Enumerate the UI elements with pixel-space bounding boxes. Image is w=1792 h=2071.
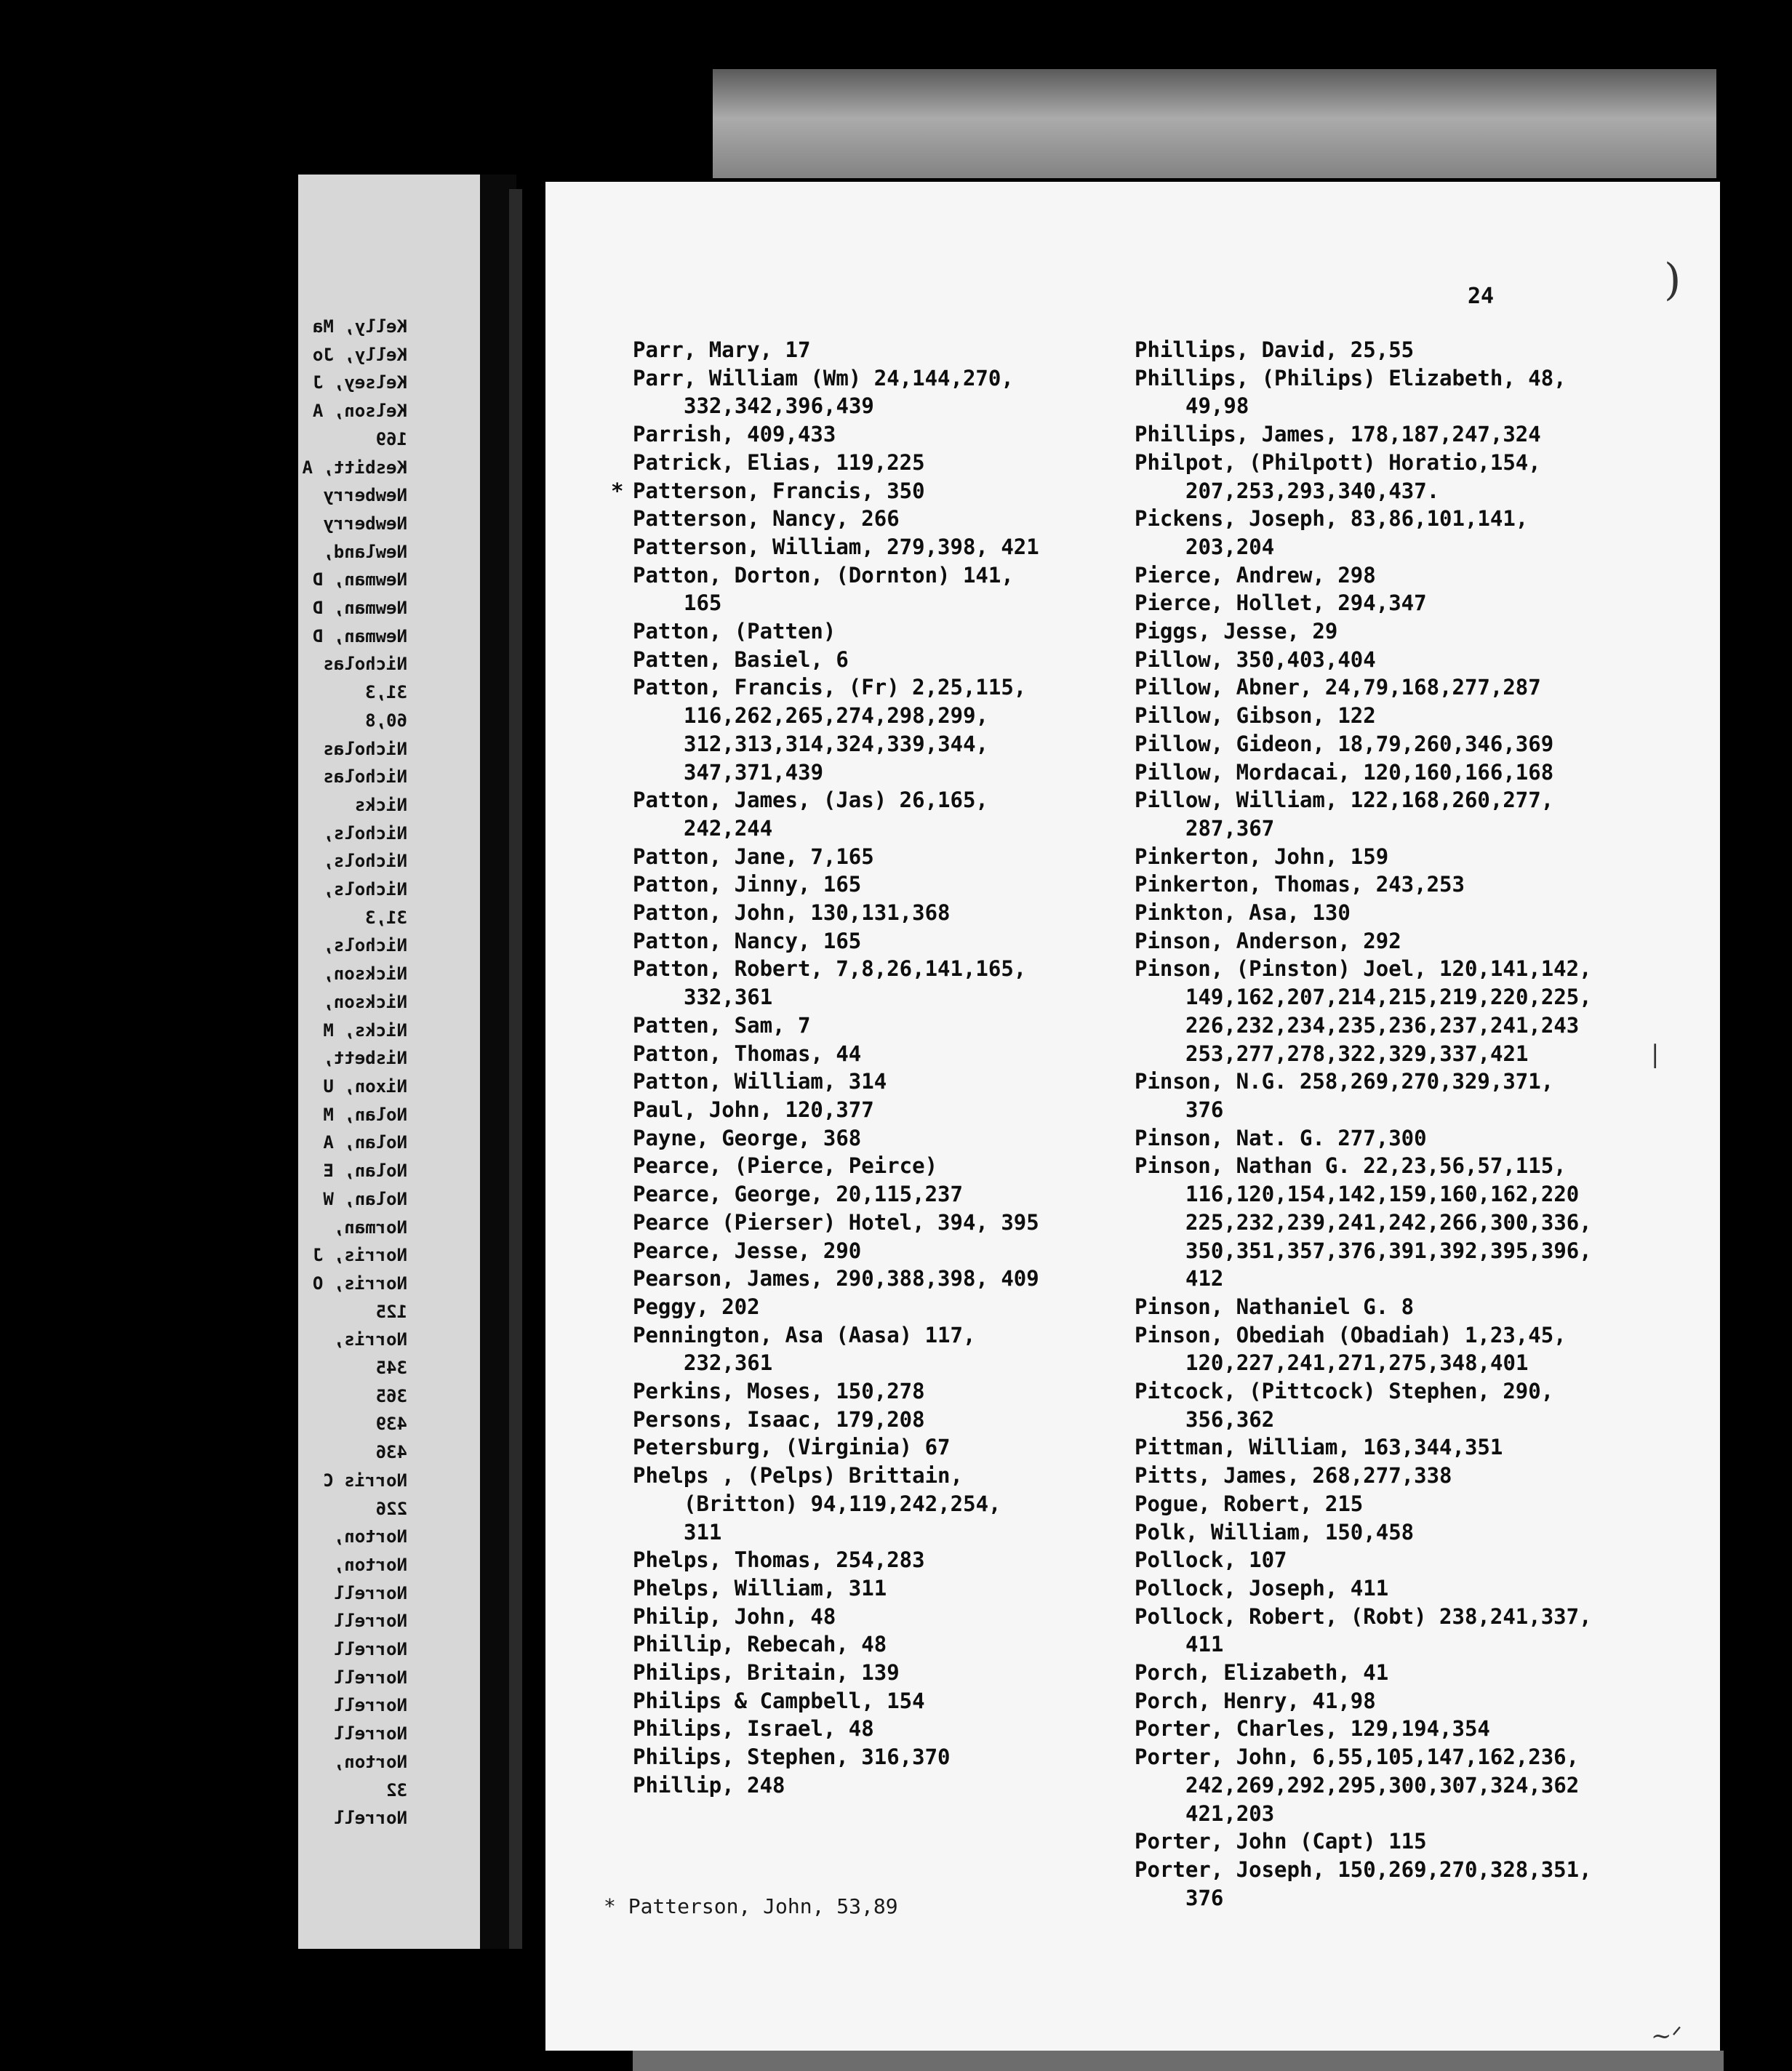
index-entry-text: Polk, William, 150,458	[1135, 1519, 1415, 1545]
index-entry-text: Pollock, Joseph, 411	[1135, 1575, 1389, 1601]
index-entry	[633, 927, 1040, 956]
index-entry-text: Pinson, Obediah (Obadiah) 1,23,45, 120,227,241,271,275,348,401	[1135, 1322, 1567, 1376]
index-column-left	[611, 336, 1040, 1800]
index-entry	[633, 420, 1040, 449]
index-entry	[611, 477, 1040, 505]
index-entry-text: Patton, Francis, (Fr) 2,25,115, 116,262,265,274,298,299, 312,313,314,324,339,344, 347,371,439	[633, 675, 1027, 785]
index-entry-text: Pollock, 107	[1135, 1547, 1287, 1573]
index-entry	[1135, 1377, 1600, 1433]
index-entry-text: Pillow, Abner, 24,79,168,277,287	[1135, 675, 1541, 700]
mirrored-fragment: 32	[386, 1779, 407, 1800]
index-entry	[633, 1124, 1040, 1153]
mirrored-fragment: Norrell	[333, 1695, 407, 1716]
index-entry	[1135, 1687, 1600, 1715]
index-entry	[633, 1265, 1040, 1293]
index-entry	[1135, 1603, 1600, 1659]
mirrored-fragment: Newland,	[323, 541, 407, 562]
index-entry	[1135, 1827, 1600, 1856]
mirrored-fragment: Norrell	[333, 1667, 407, 1688]
index-entry-text: Porter, John (Capt) 115	[1135, 1829, 1427, 1854]
index-entry	[1135, 1293, 1600, 1321]
scanner-edge-bottom	[633, 2051, 1724, 2071]
mirrored-fragment: Nichols,	[323, 935, 407, 956]
mirrored-fragment: Norris C	[323, 1470, 407, 1491]
index-entry	[633, 1152, 1040, 1180]
mirrored-fragment: Norrell	[333, 1582, 407, 1603]
mirrored-fragment: Norrell	[333, 1639, 407, 1660]
index-entry	[633, 505, 1040, 533]
index-entry	[1135, 420, 1600, 449]
index-entry-text: Patton, Jinny, 165	[633, 872, 862, 897]
index-entry-text: Patten, Sam, 7	[633, 1012, 811, 1038]
index-entry	[1135, 899, 1600, 927]
index-entry-text: Phelps, Thomas, 254,283	[633, 1547, 925, 1573]
index-entry	[633, 1180, 1040, 1209]
index-entry-text: Petersburg, (Virginia) 67	[633, 1435, 951, 1460]
mirrored-fragment: Kelsey, J	[312, 372, 407, 393]
index-entry	[633, 1659, 1040, 1687]
index-entry-text: Patton, Thomas, 44	[633, 1041, 862, 1066]
index-entry-text: Pinson, Nathan G. 22,23,56,57,115, 116,120,154,142,159,160,162,220 225,232,239,241,242,266,300,336, 350,351,357,376,391,392,395,396, 412	[1135, 1153, 1592, 1291]
index-entry	[1135, 646, 1600, 674]
index-entry-text: Porter, Joseph, 150,269,270,328,351, 376	[1135, 1856, 1592, 1910]
mirrored-fragment: Nicks	[354, 794, 407, 815]
index-column-right	[1135, 336, 1600, 1912]
index-entry	[1135, 786, 1600, 842]
index-entry	[1135, 870, 1600, 899]
scanner-edge-top	[713, 69, 1716, 178]
index-entry	[633, 1771, 1040, 1800]
mirrored-fragment: Newman, D	[312, 598, 407, 619]
index-entry	[1135, 1321, 1600, 1377]
index-entry-text: Pinson, Nat. G. 277,300	[1135, 1125, 1427, 1150]
mirrored-fragment: Nicholas	[323, 766, 407, 788]
index-entry	[633, 673, 1040, 786]
margin-scribble-icon: ~ᐟ	[1651, 2022, 1682, 2051]
index-entry-text: Patton, (Patten)	[633, 619, 836, 644]
index-entry	[633, 1293, 1040, 1321]
mirrored-fragment: Kelly, Jo	[312, 344, 407, 365]
index-entry-text: Pierce, Hollet, 294,347	[1135, 590, 1427, 616]
index-entry-text: Payne, George, 368	[633, 1125, 862, 1150]
mirrored-fragment: 436	[375, 1442, 407, 1463]
index-entry-text: Pierce, Andrew, 298	[1135, 562, 1376, 588]
index-entry-text: Pearce (Pierser) Hotel, 394, 395	[633, 1209, 1039, 1235]
mirrored-fragment: 345	[375, 1358, 407, 1379]
index-entry	[1135, 1743, 1600, 1827]
asterisk-mark: *	[611, 478, 624, 503]
mirrored-fragment: 125	[375, 1301, 407, 1322]
mirrored-fragment: Norman,	[333, 1217, 407, 1238]
index-entry-text: Pinkerton, John, 159	[1135, 844, 1389, 869]
index-entry-text: Pittman, William, 163,344,351	[1135, 1435, 1503, 1460]
mirrored-fragment: Kesbitt, A	[302, 457, 407, 478]
index-entry-text: Parrish, 409,433	[633, 422, 836, 447]
index-entry-text: Pinkton, Asa, 130	[1135, 900, 1351, 926]
index-entry-text: Philpot, (Philpott) Horatio,154, 207,253,293,340,437.	[1135, 449, 1541, 503]
mirrored-fragment: Norton,	[333, 1554, 407, 1575]
index-entry-text: Pogue, Robert, 215	[1135, 1491, 1364, 1516]
mirrored-fragment: Kelly, Ma	[312, 316, 407, 337]
mirrored-fragment: Norris, J	[312, 1245, 407, 1266]
index-entry	[633, 1237, 1040, 1265]
mirrored-fragment: Norrell	[333, 1808, 407, 1829]
index-entry-text: Pickens, Joseph, 83,86,101,141, 203,204	[1135, 506, 1529, 559]
mirrored-fragment: Norrell	[333, 1723, 407, 1744]
page-number: 24	[1468, 284, 1495, 309]
mirrored-fragment: Nickson,	[323, 991, 407, 1012]
gutter-shadow	[509, 189, 522, 1949]
index-entry	[633, 1096, 1040, 1124]
index-entry	[633, 1715, 1040, 1743]
mirrored-fragment: 31,3	[365, 907, 407, 928]
index-entry	[1135, 702, 1600, 730]
mirrored-fragment: Nolan, M	[323, 1104, 407, 1125]
index-entry	[633, 1574, 1040, 1603]
mirrored-fragment: 31,3	[365, 682, 407, 703]
index-entry-text: Patton, Jane, 7,165	[633, 844, 874, 869]
index-entry-text: Philips, Stephen, 316,370	[633, 1744, 951, 1770]
index-entry	[633, 843, 1040, 871]
mirrored-fragment: Nichols,	[323, 879, 407, 900]
index-entry	[1135, 673, 1600, 702]
index-entry	[1135, 1574, 1600, 1603]
index-entry-text: Pinkerton, Thomas, 243,253	[1135, 872, 1465, 897]
index-entry-text: Pearce, (Pierce, Peirce)	[633, 1153, 938, 1179]
mirrored-fragment: Norton,	[333, 1526, 407, 1547]
margin-tick-icon: |	[1651, 1040, 1660, 1069]
index-entry-text: Pillow, Mordacai, 120,160,166,168	[1135, 759, 1554, 785]
index-entry-text: Phillips, David, 25,55	[1135, 337, 1415, 362]
mirrored-fragment: Newberry	[323, 485, 407, 506]
index-entry-text: Philip, John, 48	[633, 1603, 836, 1629]
index-entry	[1135, 617, 1600, 646]
index-entry-text: Philips & Campbell, 154	[633, 1688, 925, 1713]
index-entry-text: Phelps, William, 311	[633, 1575, 887, 1601]
index-entry-text: Porter, Charles, 129,194,354	[1135, 1716, 1490, 1742]
mirrored-fragment: Nolan, W	[323, 1188, 407, 1209]
index-entry-text: Pillow, William, 122,168,260,277, 287,367	[1135, 788, 1554, 841]
index-entry-text: Porch, Elizabeth, 41	[1135, 1660, 1389, 1686]
index-entry	[633, 1462, 1040, 1546]
index-entry-text: Pinson, (Pinston) Joel, 120,141,142, 149,162,207,214,215,219,220,225, 226,232,234,235,236,237,241,243 253,277,278,322,329,337,421	[1135, 956, 1592, 1066]
index-entry-text: Pinson, Nathaniel G. 8	[1135, 1294, 1415, 1319]
mirrored-fragment: Nickson,	[323, 964, 407, 985]
mirrored-fragment: Norris,	[333, 1329, 407, 1350]
index-entry-text: Pearce, George, 20,115,237	[633, 1182, 963, 1207]
index-entry-text: Patton, William, 314	[633, 1069, 887, 1094]
index-entry-text: Pitcock, (Pittcock) Stephen, 290, 356,362	[1135, 1379, 1554, 1432]
index-entry	[1135, 730, 1600, 758]
index-entry	[1135, 758, 1600, 787]
index-entry-text: Patton, John, 130,131,368	[633, 900, 951, 926]
mirrored-fragment: Newman, D	[312, 569, 407, 590]
index-entry-text: Patterson, Nancy, 266	[633, 506, 900, 532]
mirrored-fragment: Nichols,	[323, 851, 407, 872]
index-entry-text: Phillip, Rebecah, 48	[633, 1632, 887, 1657]
index-entry-text: Pearson, James, 290,388,398, 409	[633, 1266, 1039, 1291]
index-entry	[633, 1546, 1040, 1574]
index-entry	[633, 870, 1040, 899]
index-entry-text: Pennington, Asa (Aasa) 117, 232,361	[633, 1322, 976, 1376]
index-entry	[1135, 1659, 1600, 1687]
index-entry	[1135, 1433, 1600, 1462]
index-entry	[633, 617, 1040, 646]
index-entry	[633, 1433, 1040, 1462]
index-entry	[1135, 955, 1600, 1067]
index-entry	[633, 1406, 1040, 1434]
mirrored-fragment: Nisbett,	[323, 1048, 407, 1069]
index-entry-text: Perkins, Moses, 150,278	[633, 1379, 925, 1404]
index-entry-text: Phelps , (Pelps) Brittain, (Britton) 94,119,242,254, 311	[633, 1463, 1001, 1545]
mirrored-fragment: Norris, O	[312, 1273, 407, 1294]
index-entry-text: Porch, Henry, 41,98	[1135, 1688, 1376, 1713]
index-entry	[1135, 336, 1600, 364]
index-entry	[633, 449, 1040, 477]
index-entry	[633, 1209, 1040, 1237]
index-entry	[633, 364, 1040, 420]
index-entry-text: Parr, Mary, 17	[633, 337, 811, 362]
mirrored-fragment: 226	[375, 1498, 407, 1519]
index-entry	[633, 899, 1040, 927]
mirrored-fragment: Norrell	[333, 1611, 407, 1632]
index-entry	[1135, 449, 1600, 505]
mirrored-fragment: Kelson, A	[312, 401, 407, 422]
index-entry	[633, 533, 1040, 561]
index-entry	[633, 1040, 1040, 1068]
index-entry	[633, 1743, 1040, 1771]
index-entry	[1135, 364, 1600, 420]
index-entry-text: Pearce, Jesse, 290	[633, 1238, 862, 1263]
index-entry	[1135, 505, 1600, 561]
index-entry-text: Patton, Dorton, (Dornton) 141, 165	[633, 562, 1014, 616]
mirrored-fragment: Norton,	[333, 1751, 407, 1772]
index-entry-text: Pillow, Gibson, 122	[1135, 703, 1376, 729]
index-entry	[633, 1067, 1040, 1096]
index-entry	[1135, 927, 1600, 956]
index-entry-text: Patten, Basiel, 6	[633, 646, 849, 672]
index-entry-text: Patrick, Elias, 119,225	[633, 449, 925, 475]
index-entry	[1135, 589, 1600, 617]
index-entry	[1135, 1462, 1600, 1490]
index-entry-text: Porter, John, 6,55,105,147,162,236, 242,269,292,295,300,307,324,362 421,203	[1135, 1744, 1580, 1826]
index-entry-text: Paul, John, 120,377	[633, 1097, 874, 1122]
mirrored-fragment: Nolan, A	[323, 1132, 407, 1153]
mirrored-fragment: 365	[375, 1385, 407, 1406]
index-entry-text: Persons, Isaac, 179,208	[633, 1406, 925, 1432]
index-entry-text: Philips, Israel, 48	[633, 1716, 874, 1742]
index-entry-text: Peggy, 202	[633, 1294, 760, 1319]
index-entry	[633, 336, 1040, 364]
mirrored-fragment: 60,8	[365, 710, 407, 731]
index-entry-text: Pinson, Anderson, 292	[1135, 928, 1401, 953]
mirrored-fragment: 169	[375, 428, 407, 449]
index-entry-text: Pillow, Gideon, 18,79,260,346,369	[1135, 731, 1554, 756]
index-entry-text: Phillips, (Philips) Elizabeth, 48, 49,98	[1135, 365, 1567, 419]
index-entry	[1135, 1856, 1600, 1912]
footnote: * Patterson, John, 53,89	[604, 1894, 898, 1918]
mirrored-fragment: Nicholas	[323, 654, 407, 675]
mirrored-fragment: Newberry	[323, 513, 407, 534]
mirrored-fragment: Nicholas	[323, 738, 407, 759]
index-entry-text: Phillip, 248	[633, 1772, 785, 1798]
index-entry-text: Pollock, Robert, (Robt) 238,241,337, 411	[1135, 1603, 1592, 1657]
index-entry	[1135, 1546, 1600, 1574]
index-entry	[1135, 1152, 1600, 1293]
mirrored-fragment: Nixon, U	[323, 1075, 407, 1097]
mirrored-fragment: Nichols,	[323, 822, 407, 844]
index-entry-text: Patton, Nancy, 165	[633, 928, 862, 953]
index-entry-text: Parr, William (Wm) 24,144,270, 332,342,396,439	[633, 365, 1014, 419]
index-entry	[1135, 843, 1600, 871]
index-entry	[633, 1603, 1040, 1631]
index-entry	[1135, 1067, 1600, 1123]
mirrored-fragment: 439	[375, 1414, 407, 1435]
mirrored-fragment: Nicks, M	[323, 1020, 407, 1041]
index-entry-text: Pinson, N.G. 258,269,270,329,371, 376	[1135, 1069, 1554, 1122]
index-entry	[1135, 561, 1600, 590]
index-entry-text: Patton, Robert, 7,8,26,141,165, 332,361	[633, 956, 1027, 1010]
index-entry	[633, 1377, 1040, 1406]
mirrored-fragment: Nolan, E	[323, 1161, 407, 1182]
index-entry-text: Philips, Britain, 139	[633, 1660, 900, 1686]
index-entry-text: Piggs, Jesse, 29	[1135, 619, 1338, 644]
index-entry	[1135, 1490, 1600, 1518]
index-entry-text: Pillow, 350,403,404	[1135, 646, 1376, 672]
index-entry-text: Patterson, William, 279,398, 421	[633, 534, 1039, 559]
index-entry	[633, 646, 1040, 674]
index-entry-text: Phillips, James, 178,187,247,324	[1135, 422, 1541, 447]
previous-page-bleed	[298, 175, 480, 1949]
index-entry	[633, 1012, 1040, 1040]
index-entry-text: Patterson, Francis, 350	[633, 478, 925, 503]
index-entry	[633, 1630, 1040, 1659]
index-entry	[633, 561, 1040, 617]
index-entry	[633, 1687, 1040, 1715]
index-entry-text: Pitts, James, 268,277,338	[1135, 1463, 1452, 1489]
index-entry	[633, 786, 1040, 842]
margin-mark-icon: )	[1664, 255, 1681, 305]
index-entry	[1135, 1124, 1600, 1153]
index-entry	[1135, 1518, 1600, 1547]
index-entry	[633, 955, 1040, 1011]
mirrored-text-column	[298, 313, 407, 1832]
index-entry	[633, 1321, 1040, 1377]
mirrored-fragment: Newman, D	[312, 625, 407, 646]
index-entry-text: Patton, James, (Jas) 26,165, 242,244	[633, 788, 988, 841]
index-entry	[1135, 1715, 1600, 1743]
